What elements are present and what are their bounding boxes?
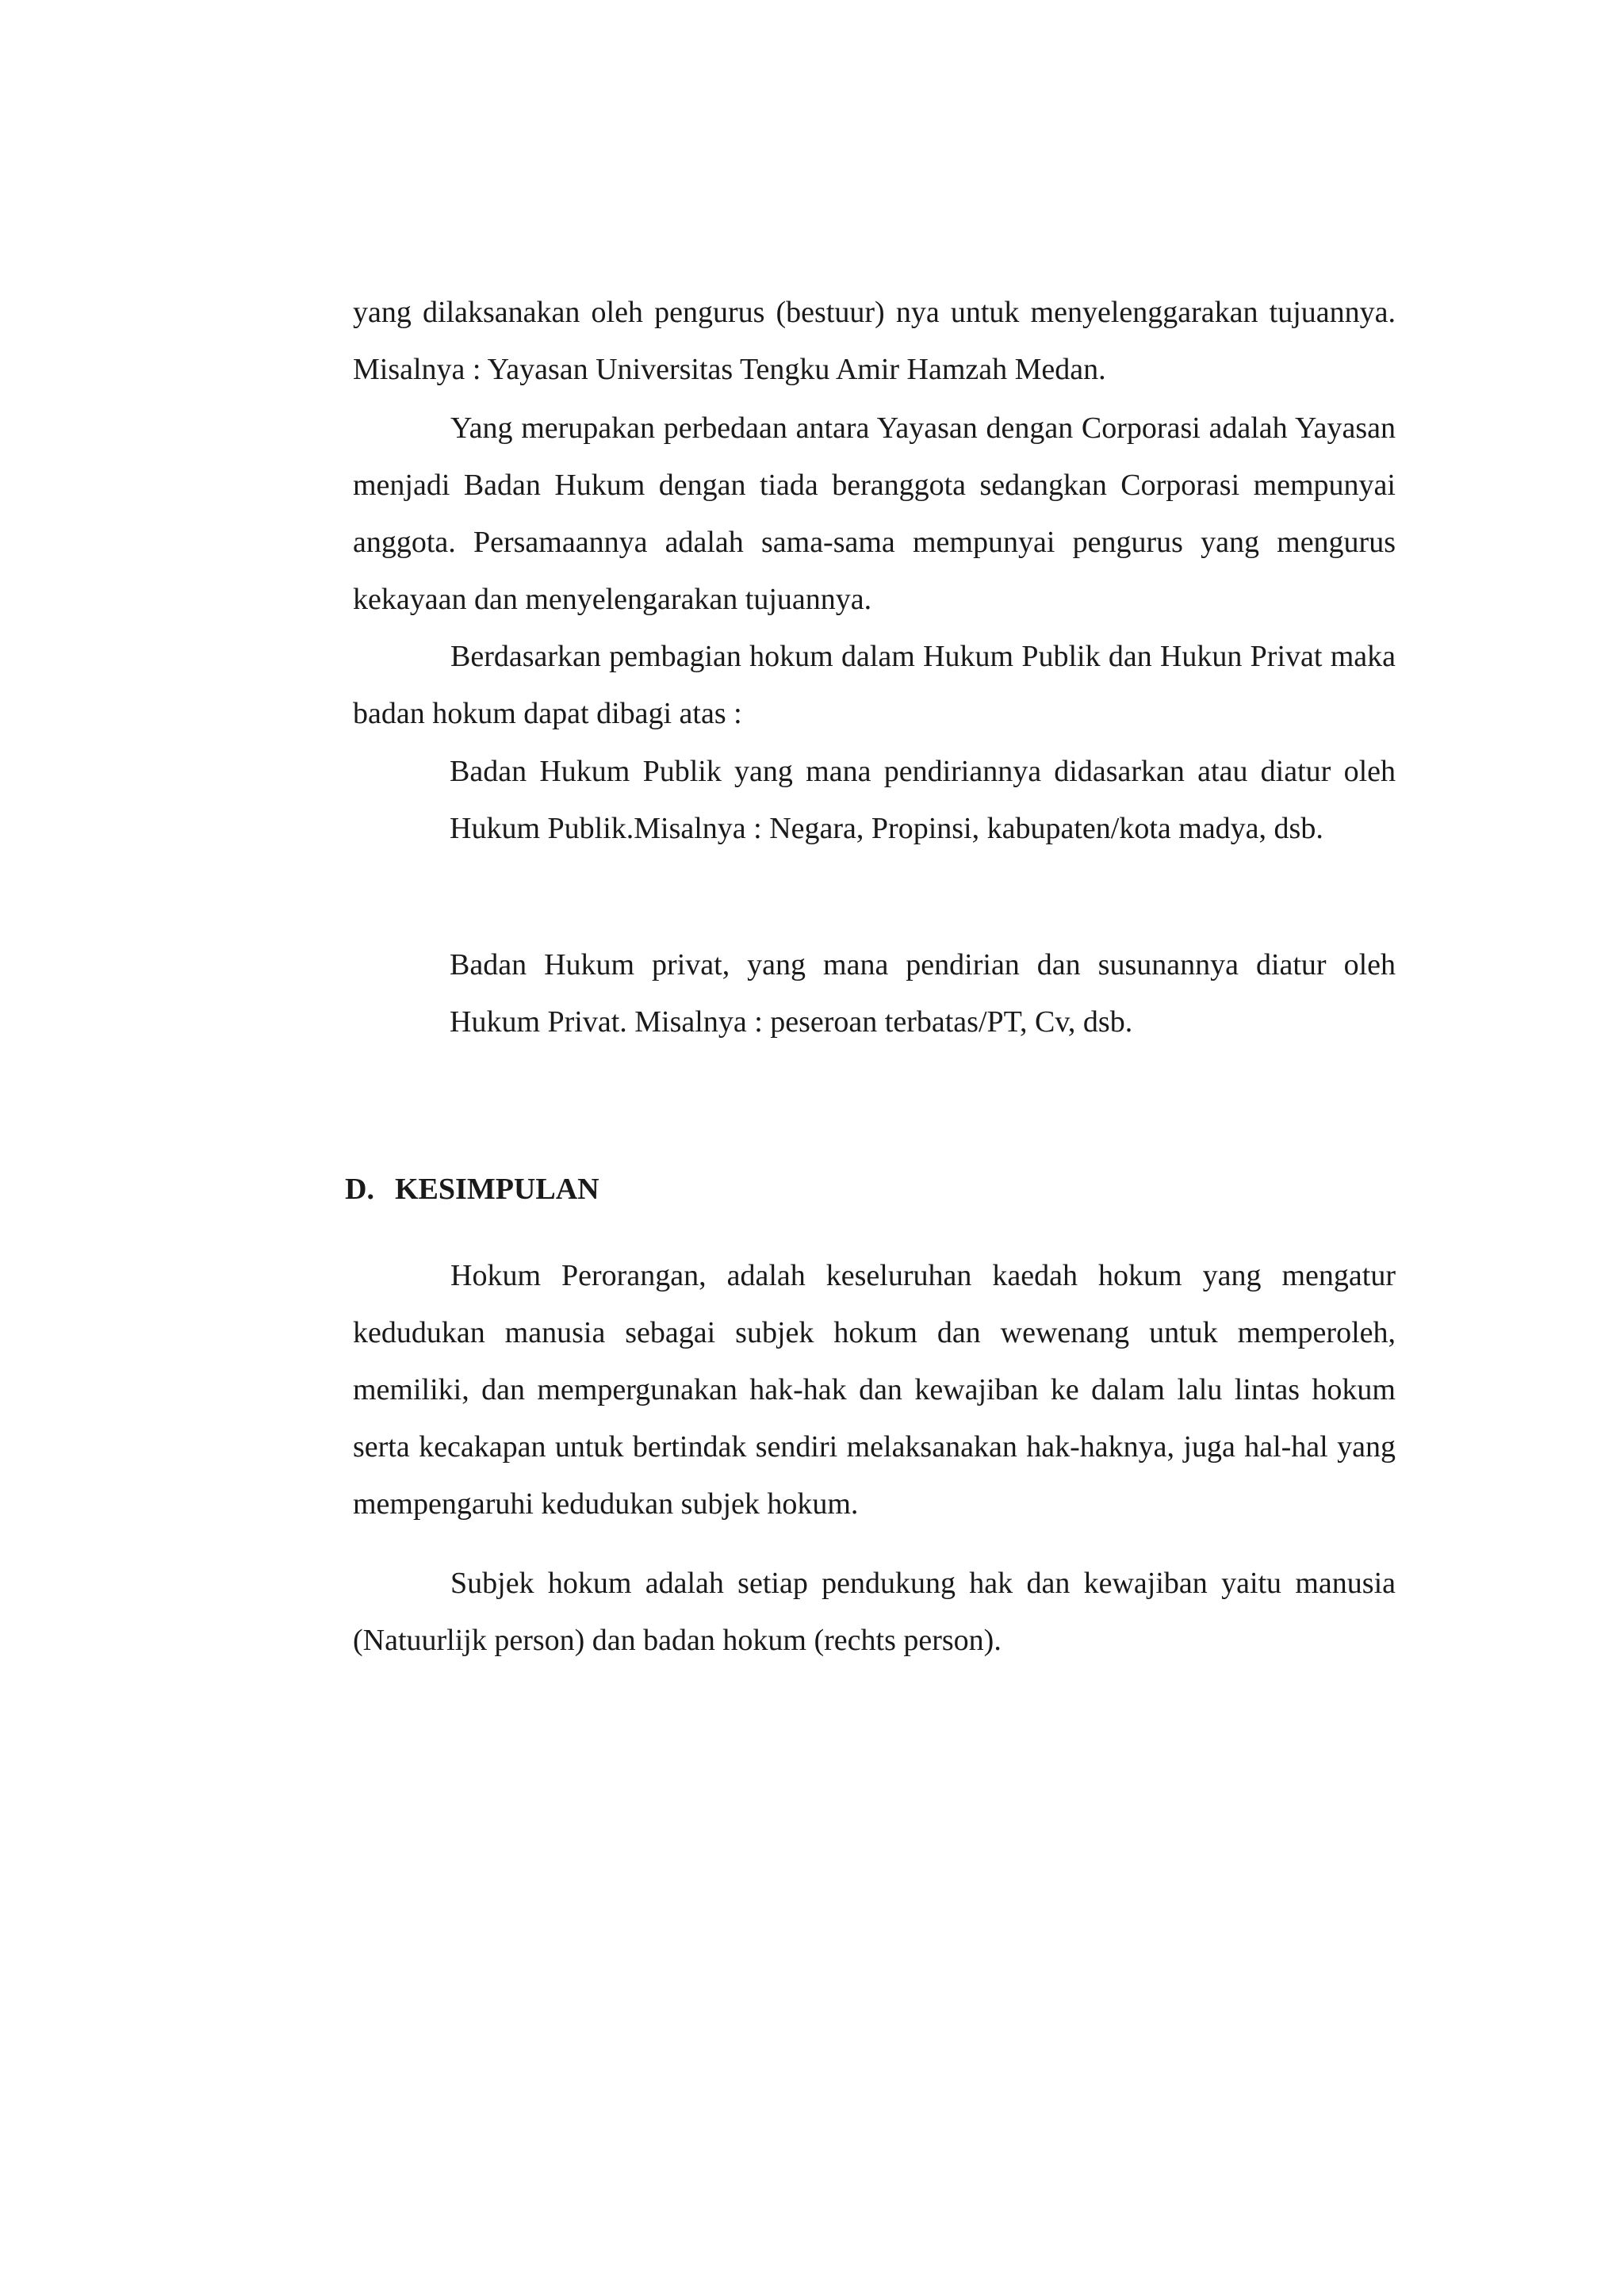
section-number: D. [345,1173,374,1206]
paragraph-continuation: yang dilaksanakan oleh pengurus (bestuur) nya untuk menyelenggarakan tujuannya. Misalnya : Yayasan Universitas Tengku Amir Hamzah Medan. [353,296,1396,386]
section-title: KESIMPULAN [395,1173,599,1206]
paragraph-subjek-hokum: Subjek hokum adalah setiap pendukung hak dan kewajiban yaitu manusia (Natuurlijk person) dan badan hokum (rechts person). [353,1567,1396,1657]
list-item-badan-hukum-privat: Badan Hukum privat, yang mana pendirian dan susunannya diatur oleh Hukum Privat. Misalnya : peseroan terbatas/PT, Cv, dsb. [450,948,1396,1039]
paragraph-pembagian: Berdasarkan pembagian hokum dalam Hukum Publik dan Hukun Privat maka badan hokum dapat dibagi atas : [353,640,1396,730]
paragraph-yayasan-corporasi: Yang merupakan perbedaan antara Yayasan dengan Corporasi adalah Yayasan menjadi Badan Hukum dengan tiada beranggota sedangkan Corporasi mempunyai anggota. Persamaannya adalah sama-sama mempunyai pengurus yang mengurus kekayaan dan menyelengarakan tujuannya. [353,411,1396,616]
section-heading-kesimpulan [345,1165,599,1213]
list-item-badan-hukum-publik: Badan Hukum Publik yang mana pendiriannya didasarkan atau diatur oleh Hukum Publik.Misalnya : Negara, Propinsi, kabupaten/kota madya, dsb. [450,755,1396,845]
paragraph-hokum-perorangan: Hokum Perorangan, adalah keseluruhan kaedah hokum yang mengatur kedudukan manusia sebagai subjek hokum dan wewenang untuk memperoleh, memiliki, dan mempergunakan hak-hak dan kewajiban ke dalam lalu lintas hokum serta kecakapan untuk bertindak sendiri melaksanakan hak-haknya, juga hal-hal yang mempengaruhi kedudukan subjek hokum. [353,1259,1396,1521]
